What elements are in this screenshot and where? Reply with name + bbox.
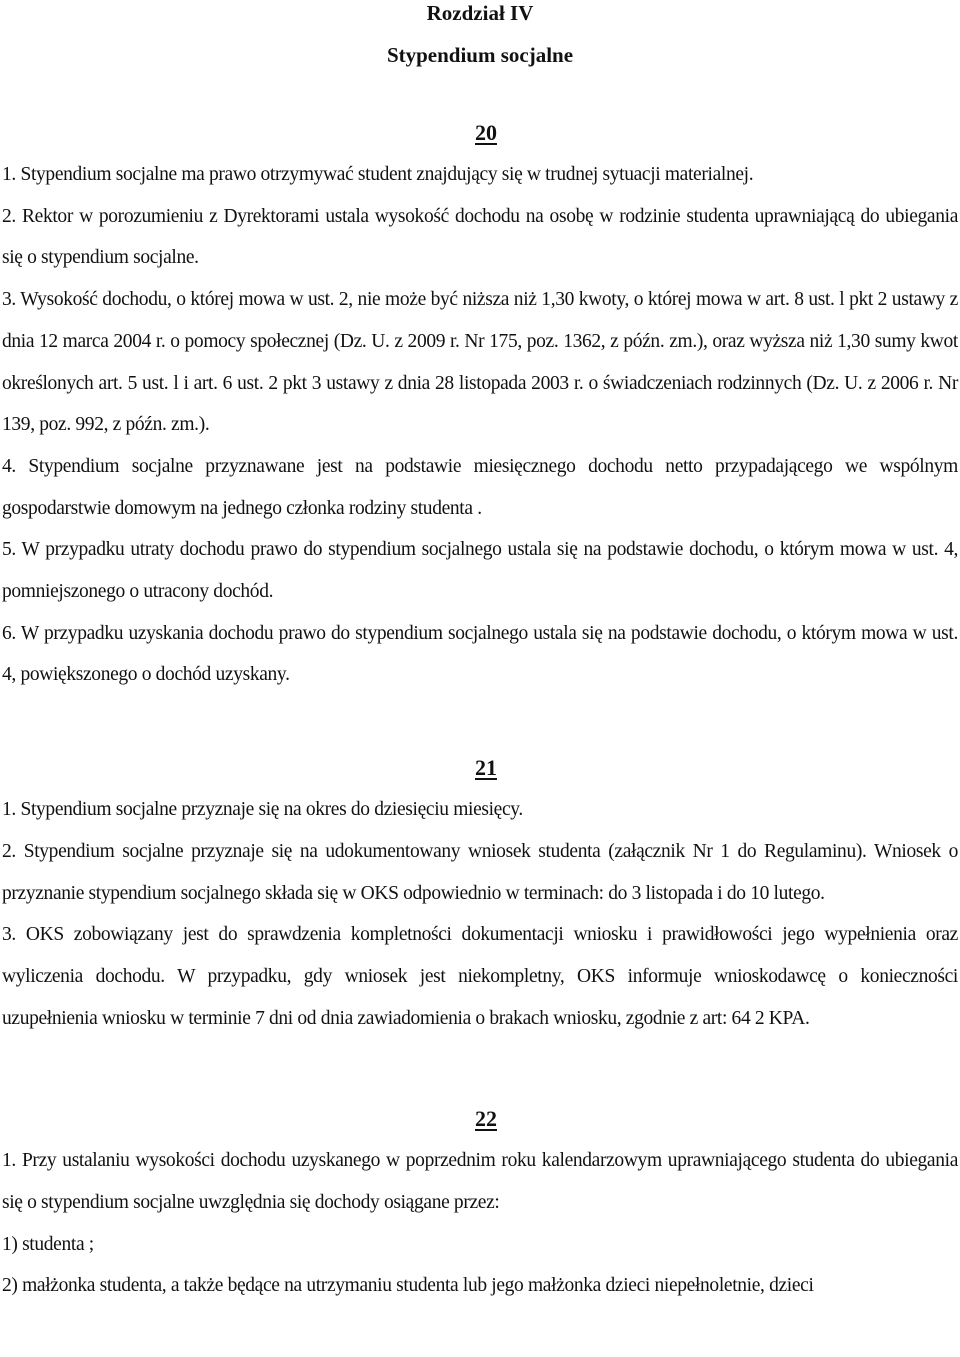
paragraph: 4. Stypendium socjalne przyznawane jest na podstawie miesięcznego dochodu netto przypadającego we wspólnym gospodarstwie domowym na jednego członka rodziny studenta .	[2, 455, 958, 519]
chapter-title: Stypendium socjalne	[386, 43, 574, 67]
paragraph: 2. Rektor w porozumieniu z Dyrektorami ustala wysokość dochodu na osobę w rodzinie studenta uprawniającą do ubiegania się o stypendium socjalne.	[2, 205, 958, 269]
paragraph: 2) małżonka studenta, a także będące na utrzymaniu studenta lub jego małżonka dzieci niepełnoletnie, dzieci	[2, 1275, 814, 1297]
section-heading: 21	[475, 755, 497, 781]
section-22	[0, 1098, 960, 1307]
paragraph: 5. W przypadku utraty dochodu prawo do stypendium socjalnego ustala się na podstawie dochodu, o którym mowa w ust. 4, pomniejszonego o utracony dochód.	[2, 539, 958, 603]
paragraph: 2. Stypendium socjalne przyznaje się na udokumentowany wniosek studenta (załącznik Nr 1 do Regulaminu). Wniosek o przyznanie stypendium socjalnego składa się w OKS odpowiednio w terminach: do 3 listopada i do 10 lutego.	[2, 840, 958, 904]
section-21	[0, 747, 960, 1039]
section-20	[0, 112, 960, 696]
paragraph: 1. Przy ustalaniu wysokości dochodu uzyskanego w poprzednim roku kalendarzowym uprawniającego studenta do ubiegania się o stypendium socjalne uwzględnia się dochody osiągane przez:	[2, 1150, 958, 1214]
paragraph: 3. Wysokość dochodu, o której mowa w ust. 2, nie może być niższa niż 1,30 kwoty, o której mowa w art. 8 ust. l pkt 2 ustawy z dnia 12 marca 2004 r. o pomocy społecznej (Dz. U. z 2009 r. Nr 175, poz. 1362, z późn. zm.), oraz wyższa niż 1,30 sumy kwot określonych art. 5 ust. l i art. 6 ust. 2 pkt 3 ustawy z dnia 28 listopada 2003 r. o świadczeniach rodzinnych (Dz. U. z 2006 r. Nr 139, poz. 992, z późn. zm.).	[2, 289, 958, 436]
paragraph: 3. OKS zobowiązany jest do sprawdzenia kompletności dokumentacji wniosku i prawidłowości jego wypełnienia oraz wyliczenia dochodu. W przypadku, gdy wniosek jest niekompletny, OKS informuje wnioskodawcę o konieczności uzupełnienia wniosku w terminie 7 dni od dnia zawiadomienia o brakach wniosku, zgodnie z art: 64 2 KPA.	[2, 924, 958, 1029]
section-heading: 22	[475, 1106, 497, 1132]
chapter-number: Rozdział IV	[426, 1, 534, 25]
paragraph: 1) studenta ;	[2, 1233, 94, 1255]
section-heading: 20	[475, 120, 497, 145]
paragraph: 1. Stypendium socjalne przyznaje się na okres do dziesięciu miesięcy.	[2, 799, 523, 821]
paragraph: 6. W przypadku uzyskania dochodu prawo do stypendium socjalnego ustala się na podstawie dochodu, o którym mowa w ust. 4, powiększonego o dochód uzyskany.	[2, 622, 958, 686]
paragraph: 1. Stypendium socjalne ma prawo otrzymywać student znajdujący się w trudnej sytuacji materialnej.	[2, 164, 754, 185]
